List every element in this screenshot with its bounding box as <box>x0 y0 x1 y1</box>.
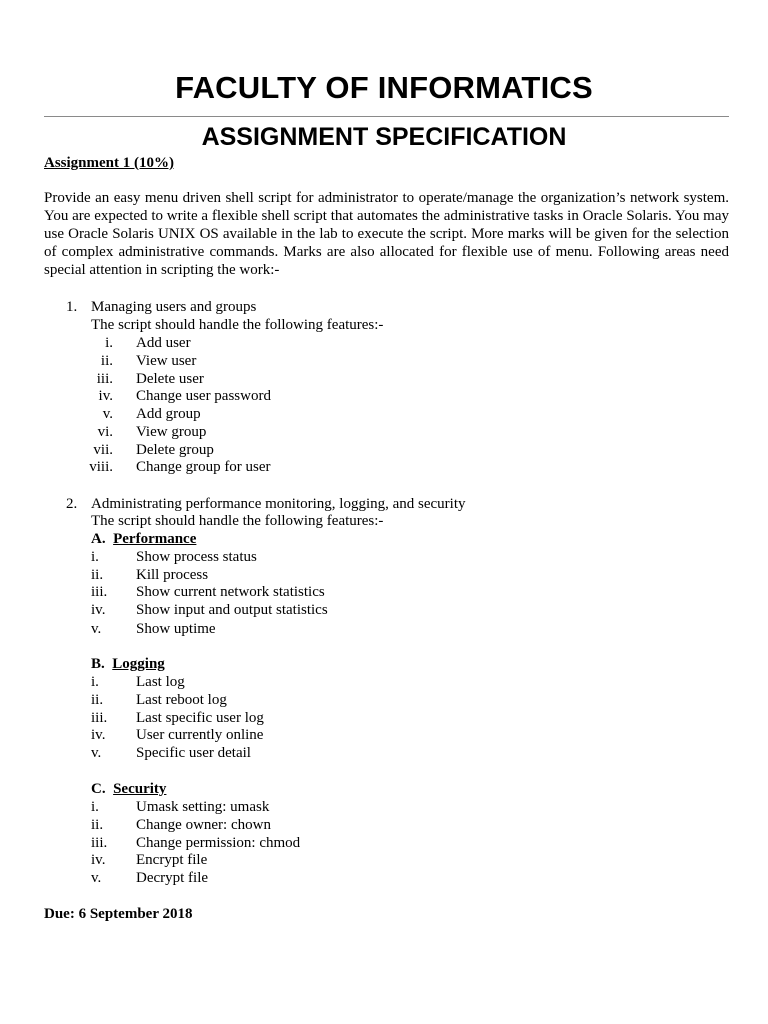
list-item-label: Umask setting: umask <box>136 799 270 815</box>
list-item-label: Specific user detail <box>136 745 251 761</box>
list-item-label: Decrypt file <box>136 870 209 886</box>
list-item-roman: iii. <box>96 371 113 387</box>
list-item-label: Show process status <box>136 549 257 565</box>
list-item-roman: i. <box>105 335 113 351</box>
subsection-heading-performance <box>91 530 196 548</box>
intro-paragraph: Provide an easy menu driven shell script for administrator to operate/manage the organization’s network system. You are expected to write a flexible shell script that automates the administrative tasks in Oracle Solaris. You may use Oracle Solaris UNIX OS available in the lab to execute the script. More marks will be given for the selection of complex administrative commands. Marks are also allocated for flexible use of menu. Following areas need special attention in scripting the work:- <box>44 190 729 278</box>
section1-number: 1. <box>66 299 78 315</box>
subsection-name: Performance <box>113 531 197 547</box>
subsection-heading-security <box>91 780 166 798</box>
list-item-roman: iii. <box>91 584 108 600</box>
list-item-roman: vii. <box>93 442 113 458</box>
list-item-roman: ii. <box>91 692 104 708</box>
list-item-label: Kill process <box>136 567 209 583</box>
list-item-label: User currently online <box>136 727 264 743</box>
list-item-label: Change group for user <box>136 459 271 475</box>
list-item-roman: i. <box>91 674 99 690</box>
section2-number: 2. <box>66 496 78 512</box>
subsection-letter: A. <box>91 531 106 547</box>
section1-subtitle: The script should handle the following features:- <box>91 317 384 333</box>
list-item-label: Show input and output statistics <box>136 602 328 618</box>
list-item-label: Change user password <box>136 388 271 404</box>
list-item-label: Change permission: chmod <box>136 835 301 851</box>
section2-title: Administrating performance monitoring, logging, and security <box>91 496 466 512</box>
due-date: Due: 6 September 2018 <box>44 906 193 922</box>
list-item-label: Delete user <box>136 371 204 387</box>
list-item-roman: iv. <box>91 602 106 618</box>
spec-title: ASSIGNMENT SPECIFICATION <box>201 123 567 151</box>
subsection-name: Logging <box>112 656 165 672</box>
list-item-roman: v. <box>91 745 102 761</box>
list-item-label: Show current network statistics <box>136 584 325 600</box>
list-item-label: Last reboot log <box>136 692 227 708</box>
list-item-label: Last specific user log <box>136 710 264 726</box>
subsection-letter: C. <box>91 781 106 797</box>
list-item-label: Change owner: chown <box>136 817 271 833</box>
subsection-heading-logging <box>91 655 165 673</box>
section2-subtitle: The script should handle the following features:- <box>91 513 384 529</box>
list-item-label: Add user <box>136 335 191 351</box>
list-item-roman: v. <box>91 621 102 637</box>
list-item-roman: ii. <box>91 567 104 583</box>
subsection-name: Security <box>113 781 167 797</box>
list-item-label: Delete group <box>136 442 214 458</box>
section1-title: Managing users and groups <box>91 299 257 315</box>
list-item-roman: i. <box>91 549 99 565</box>
assignment-heading: Assignment 1 (10%) <box>44 155 174 171</box>
list-item-roman: ii. <box>91 817 104 833</box>
list-item-label: View user <box>136 353 197 369</box>
header-divider <box>44 116 729 117</box>
list-item-roman: v. <box>102 406 113 422</box>
list-item-label: View group <box>136 424 207 440</box>
list-item-roman: iv. <box>98 388 113 404</box>
list-item-label: Add group <box>136 406 201 422</box>
list-item-label: Last log <box>136 674 185 690</box>
list-item-roman: v. <box>91 870 102 886</box>
list-item-roman: viii. <box>89 459 113 475</box>
list-item-roman: iii. <box>91 835 108 851</box>
list-item-label: Show uptime <box>136 621 216 637</box>
list-item-roman: iv. <box>91 727 106 743</box>
list-item-roman: iii. <box>91 710 108 726</box>
list-item-label: Encrypt file <box>136 852 208 868</box>
list-item-roman: ii. <box>100 353 113 369</box>
subsection-letter: B. <box>91 656 105 672</box>
faculty-title: FACULTY OF INFORMATICS <box>175 70 593 105</box>
list-item-roman: vi. <box>97 424 113 440</box>
list-item-roman: i. <box>91 799 99 815</box>
list-item-roman: iv. <box>91 852 106 868</box>
